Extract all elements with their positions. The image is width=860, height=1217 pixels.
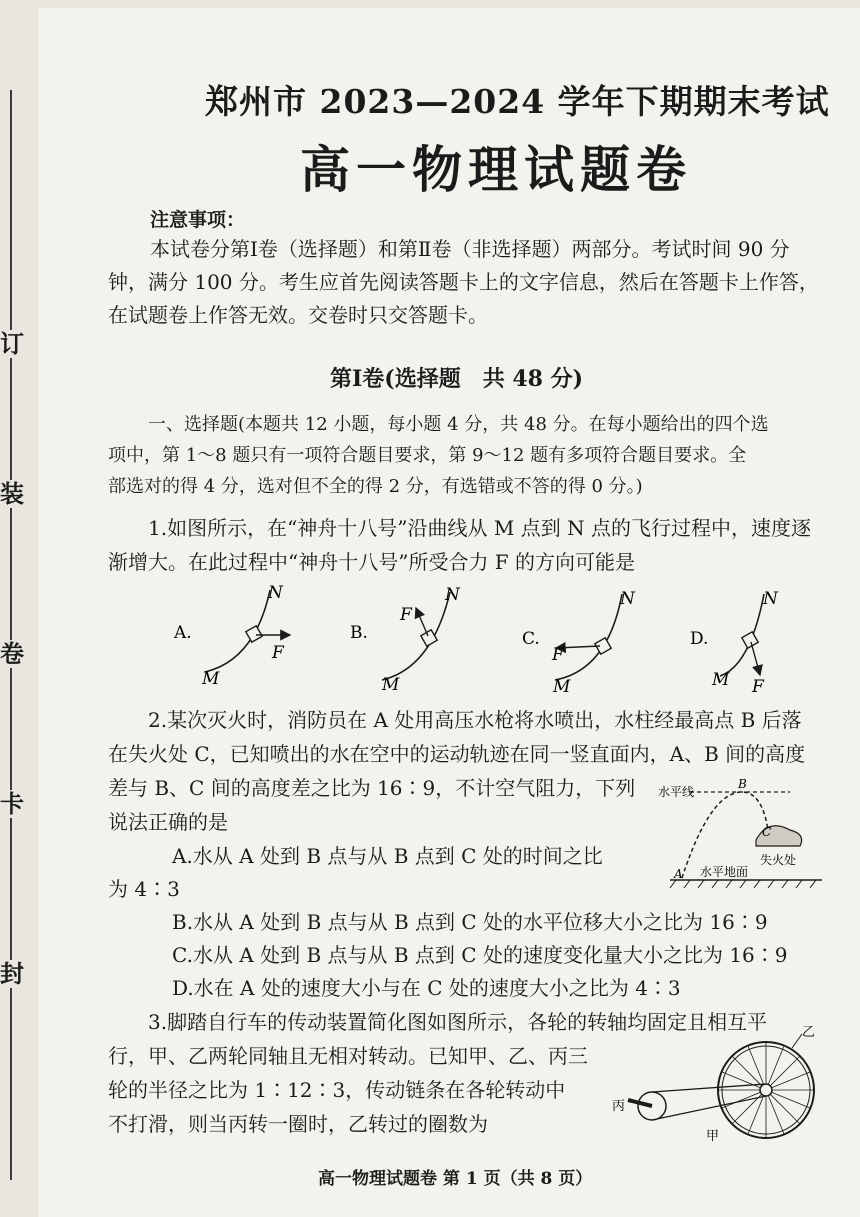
q2-fig-c: C [762,825,772,839]
notice-line-2: 钟，满分 100 分。考生应首先阅读答题卡上的文字信息，然后在答题卡上作答， [108,270,819,294]
notice-label: 注意事项： [150,209,246,231]
q1-a-m: M [202,669,220,689]
q2-fig-horizontal-line: 水平线 [658,785,695,799]
q3-fig-yi: 乙 [802,1026,816,1040]
q2-option-c: C.水从 A 处到 B 点与从 B 点到 C 处的速度变化量大小之比为 16∶9 [172,943,788,967]
q2-option-a: A.水从 A 处到 B 点与从 B 点到 C 处的时间之比 [172,844,603,868]
q1-b-f: F [400,605,412,625]
q2-line-2: 在失火处 C，已知喷出的水在空中的运动轨迹在同一竖直面内，A、B 间的高度 [108,742,806,766]
q1-option-c-figure [522,589,636,697]
q2-fig-fire: 失火处 [760,853,797,867]
q3-fig-jia: 甲 [706,1129,720,1142]
page-footer: 高一物理试题卷 第 1 页（共 8 页） [318,1169,593,1189]
instructions-line-1: 一、选择题(本题共 12 小题，每小题 4 分，共 48 分。在每小题给出的四个选 [148,414,769,435]
q1-figures [160,580,800,700]
q1-c-m: M [553,677,571,697]
instructions-line-2: 项中，第 1～8 题只有一项符合题目要求，第 9～12 题有多项符合题目要求。全 [108,445,747,466]
q1-option-a-figure [173,583,290,689]
q1-option-b-label: B. [350,623,368,643]
notice-line-3: 在试题卷上作答无效。交卷时只交答题卡。 [108,303,488,327]
q3-line-2: 行，甲、乙两轮同轴且无相对转动。已知甲、乙、丙三 [108,1044,588,1068]
q1-line-1: 1.如图所示，在“神舟十八号”沿曲线从 M 点到 N 点的飞行过程中，速度逐 [148,516,811,540]
q2-fig-a: A [674,867,683,881]
q2-fig-ground: 水平地面 [700,865,749,879]
q1-option-d-figure [690,589,779,697]
q1-option-b-figure [350,585,461,695]
q1-line-2: 渐增大。在此过程中“神舟十八号”所受合力 F 的方向可能是 [108,550,636,574]
q2-line-1: 2.某次灭火时，消防员在 A 处用高压水枪将水喷出，水柱经最高点 B 后落 [148,708,802,732]
instructions-line-3: 部选对的得 4 分，选对但不全的得 2 分，有选错或不答的得 0 分。) [108,476,643,497]
q1-option-d-label: D. [690,629,709,649]
margin-char-3: 卷 [0,639,24,668]
subject-title: 高一物理试题卷 [300,140,692,199]
q3-fig-bing: 丙 [612,1099,626,1114]
q3-line-4: 不打滑，则当丙转一圈时，乙转过的圈数为 [108,1112,488,1136]
section-title: 第Ⅰ卷(选择题 共 48 分) [330,366,584,392]
q3-figure [606,1026,820,1142]
q1-d-f: F [752,677,764,697]
q2-line-4: 说法正确的是 [108,810,228,834]
q1-d-n: N [763,589,778,609]
q2-option-b: B.水从 A 处到 B 点与从 B 点到 C 处的水平位移大小之比为 16∶9 [172,910,768,934]
q2-fig-b: B [738,778,747,791]
margin-char-2: 装 [0,479,24,508]
q1-a-f: F [272,643,284,663]
q1-c-n: N [620,589,635,609]
q1-b-m: M [382,675,400,695]
notice-line-1: 本试卷分第Ⅰ卷（选择题）和第Ⅱ卷（非选择题）两部分。考试时间 90 分 [150,237,790,261]
q3-line-1: 3.脚踏自行车的传动装置简化图如图所示，各轮的转轴均固定且相互平 [148,1010,768,1034]
q3-line-3: 轮的半径之比为 1∶12∶3，传动链条在各轮转动中 [108,1078,566,1102]
q1-a-n: N [268,583,283,603]
exam-title: 郑州市 2023—2024 学年下期期末考试 [205,82,830,121]
q2-line-3: 差与 B、C 间的高度差之比为 16∶9，不计空气阻力，下列 [108,776,636,800]
margin-char-4: 卡 [0,789,24,818]
q1-b-n: N [445,585,460,605]
q1-option-a-label: A. [174,623,192,643]
margin-char-1: 订 [0,329,24,358]
margin-char-5: 封 [0,959,24,988]
binding-line [10,90,12,1180]
q2-figure [650,778,830,898]
q2-option-d: D.水在 A 处的速度大小与在 C 处的速度大小之比为 4∶3 [172,976,681,1000]
q2-option-a-cont: 为 4∶3 [108,877,180,901]
q1-d-m: M [712,670,730,690]
q1-c-f: F [552,645,564,665]
q1-option-c-label: C. [522,629,540,649]
